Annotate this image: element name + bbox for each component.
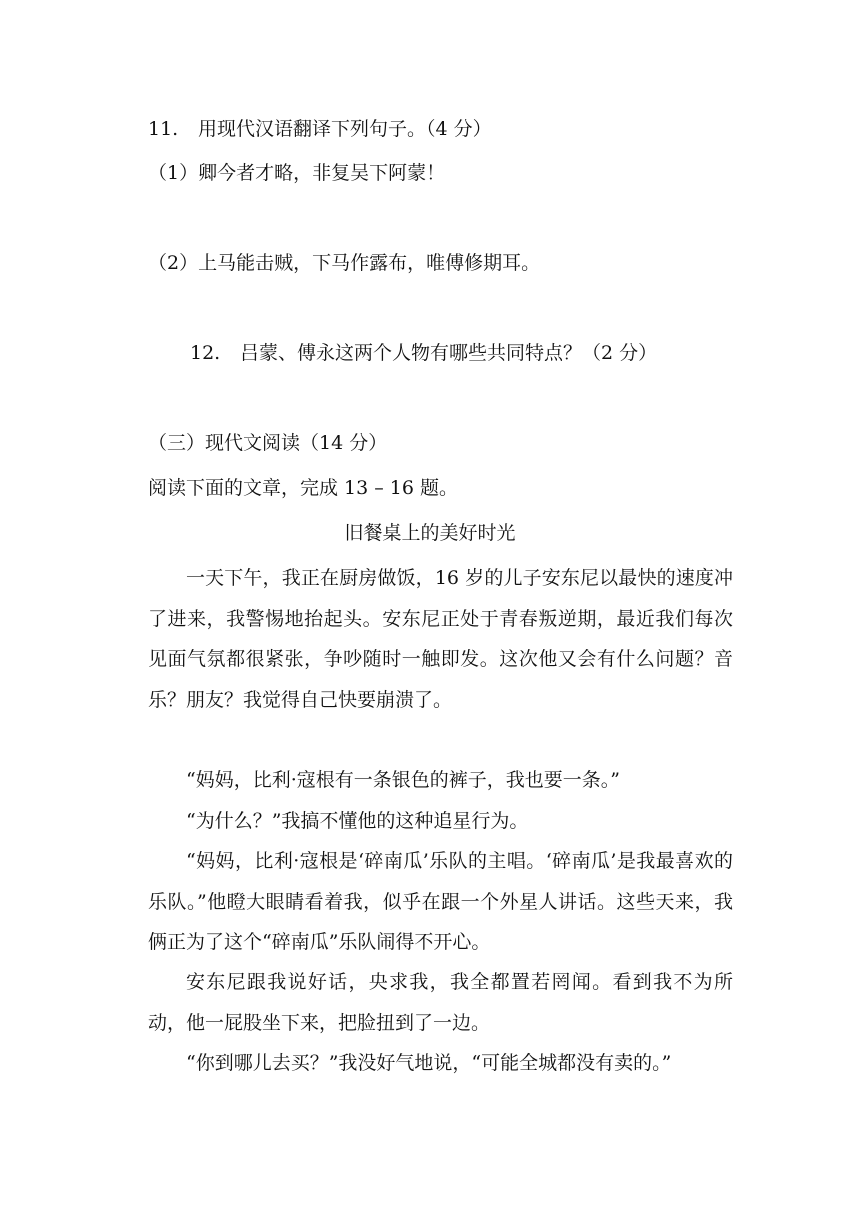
question-11-item-2: （2）上马能击贼，下马作露布，唯傅修期耳。 (148, 252, 541, 274)
article-paragraph-3: “为什么？”我搞不懂他的这种追星行为。 (186, 810, 529, 832)
section-heading: （三）现代文阅读（14 分） (148, 432, 388, 454)
article-paragraph-5: 安东尼跟我说好话，央求我，我全都置若罔闻。看到我不为所动，他一屁股坐下来，把脸扭到了一边。 (148, 971, 733, 1034)
article-paragraph-2: “妈妈，比利·寇根有一条银色的裤子，我也要一条。” (186, 769, 620, 791)
article-paragraph-6: “你到哪儿去买？”我没好气地说，“可能全城都没有卖的。” (186, 1052, 672, 1074)
question-12-number: 12. (190, 342, 221, 364)
question-12 (190, 341, 657, 365)
question-11-number: 11. (148, 118, 179, 140)
article-paragraph-1: 一天下午，我正在厨房做饭，16 岁的儿子安东尼以最快的速度冲了进来，我警惕地抬起头。安东尼正处于青春叛逆期，最近我们每次见面气氛都很紧张，争吵随时一触即发。这次他又会有什么问题？音乐？朋友？我觉得自己快要崩溃了。 (148, 567, 733, 711)
question-11-item-1: （1）卿今者才略，非复吴下阿蒙！ (148, 162, 446, 184)
article-title: 旧餐桌上的美好时光 (344, 522, 516, 544)
question-12-text: 吕蒙、傅永这两个人物有哪些共同特点？（2 分） (240, 342, 658, 364)
question-11-text: 用现代汉语翻译下列句子。（4 分） (198, 118, 492, 140)
question-11 (148, 117, 492, 141)
reading-instruction: 阅读下面的文章，完成 13 – 16 题。 (148, 477, 459, 499)
article-paragraph-4: “妈妈，比利·寇根是‘碎南瓜’乐队的主唱。‘碎南瓜’是我最喜欢的乐队。”他瞪大眼睛看着我，似乎在跟一个外星人讲话。这些天来，我俩正为了这个“碎南瓜”乐队闹得不开心。 (148, 850, 733, 953)
